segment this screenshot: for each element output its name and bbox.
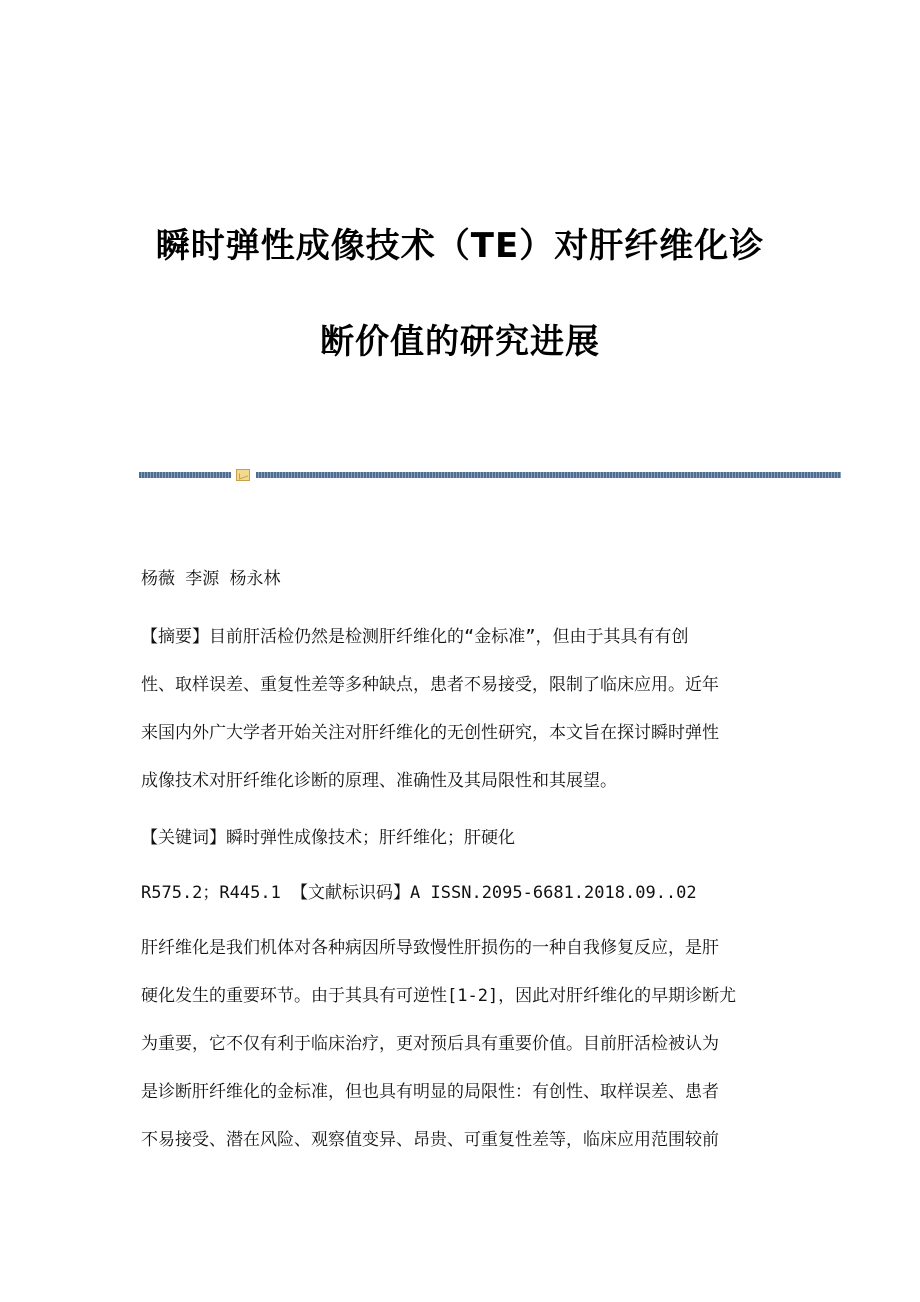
- body-line: 硬化发生的重要环节。由于其具有可逆性[1-2]，因此对肝纤维化的早期诊断尤: [141, 986, 737, 1006]
- decorative-divider: [139, 471, 841, 479]
- body-line: 是诊断肝纤维化的金标准，但也具有明显的局限性：有创性、取样误差、患者: [141, 1082, 719, 1102]
- abstract-line: 【摘要】目前肝活检仍然是检测肝纤维化的“金标准”，但由于其具有有创: [141, 627, 689, 647]
- body-line: 肝纤维化是我们机体对各种病因所导致慢性肝损伤的一种自我修复反应，是肝: [141, 938, 719, 958]
- body-line: 为重要，它不仅有利于临床治疗，更对预后具有重要价值。目前肝活检被认为: [141, 1034, 719, 1054]
- page-title-line-1: 瞬时弹性成像技术（TE）对肝纤维化诊: [155, 226, 765, 266]
- divider-bar-left: [139, 472, 231, 478]
- envelope-icon: [236, 469, 250, 481]
- abstract-line: 来国内外广大学者开始关注对肝纤维化的无创性研究，本文旨在探讨瞬时弹性: [141, 723, 719, 743]
- keywords: 【关键词】瞬时弹性成像技术；肝纤维化；肝硬化: [141, 828, 515, 848]
- divider-bar-right: [256, 472, 841, 478]
- authors: 杨薇 李源 杨永林: [141, 569, 281, 589]
- abstract-line: 性、取样误差、重复性差等多种缺点，患者不易接受，限制了临床应用。近年: [141, 675, 719, 695]
- classification-info: R575.2；R445.1 【文献标识码】A ISSN.2095-6681.2018.09..02: [141, 883, 697, 903]
- page-title-line-2: 断价值的研究进展: [320, 322, 600, 362]
- body-line: 不易接受、潜在风险、观察值变异、昂贵、可重复性差等，临床应用范围较前: [141, 1130, 719, 1150]
- abstract-line: 成像技术对肝纤维化诊断的原理、准确性及其局限性和其展望。: [141, 771, 617, 791]
